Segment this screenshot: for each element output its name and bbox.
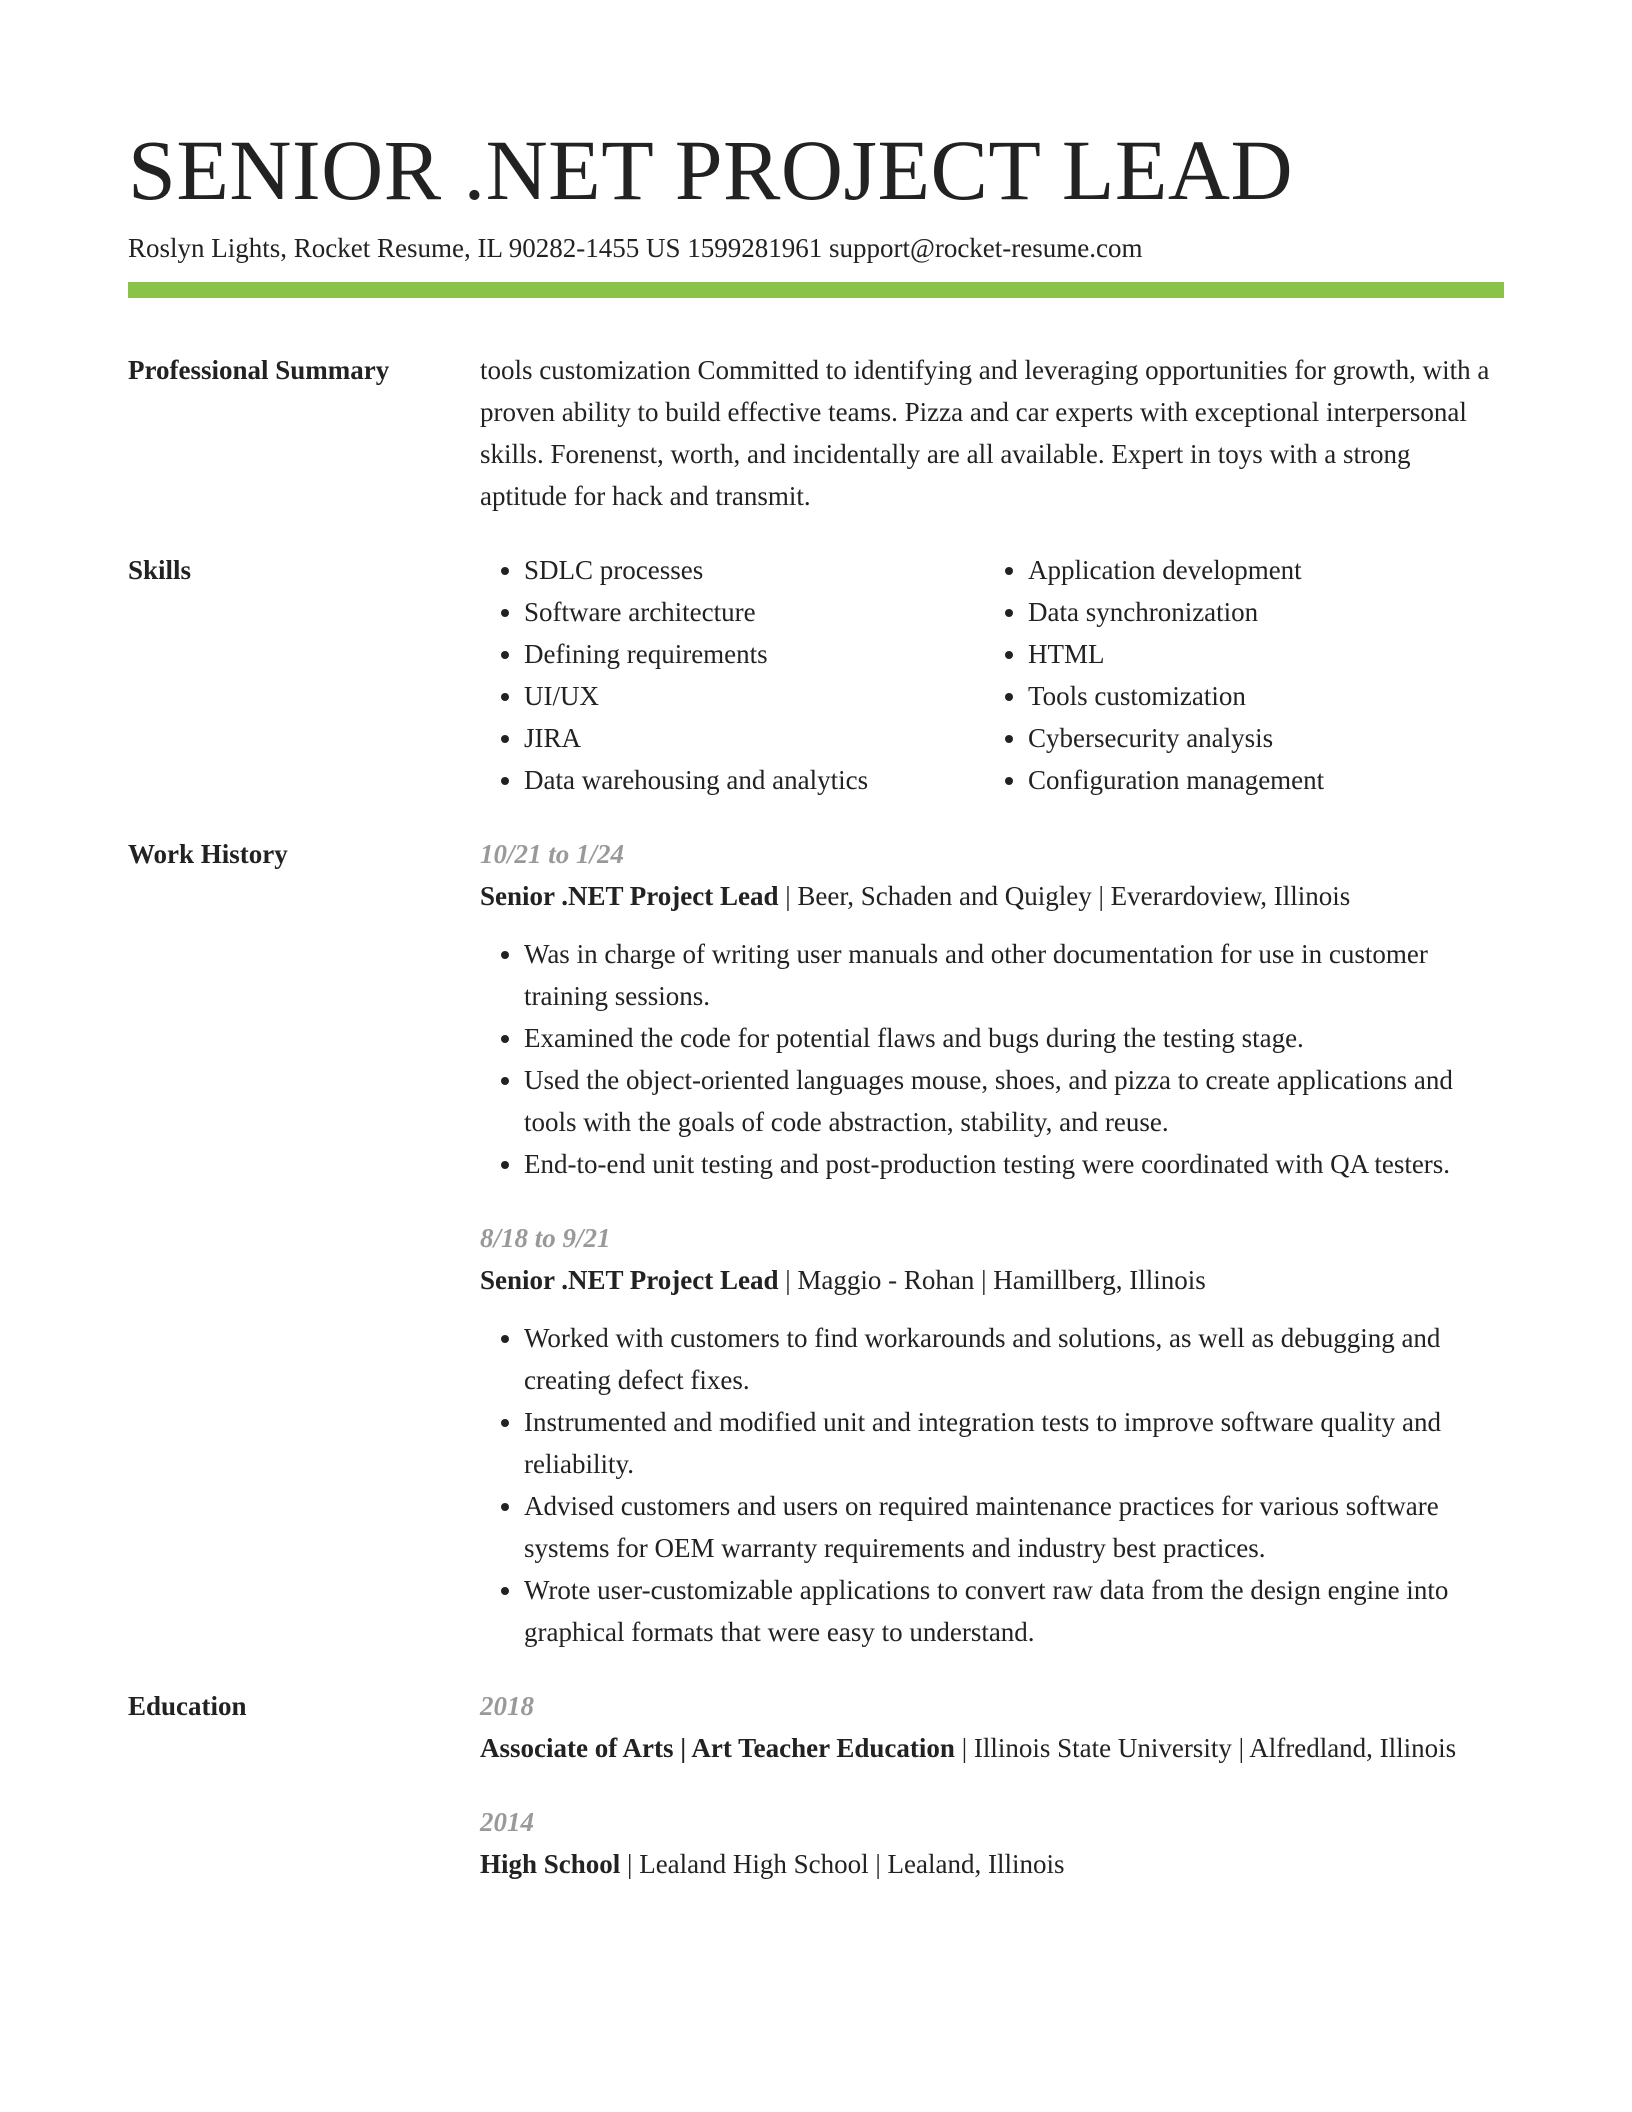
section-title-education: Education: [128, 1691, 247, 1721]
skill-item: • Data synchronization: [1028, 591, 1488, 633]
job-employer-location: | Maggio - Rohan | Hamillberg, Illinois: [778, 1265, 1206, 1295]
education-degree: Associate of Arts | Art Teacher Education: [480, 1733, 955, 1763]
job-bullet: • Instrumented and modified unit and integration tests to improve software quality and reliability.: [524, 1401, 1504, 1485]
contact-line: Roslyn Lights, Rocket Resume, IL 90282-1455 US 1599281961 support@rocket-resume.com: [128, 233, 1143, 263]
job-entry: [480, 1217, 1504, 1653]
skill-item: • Defining requirements: [524, 633, 984, 675]
education-date: 2014: [480, 1807, 534, 1837]
skills-list-left: [480, 549, 984, 801]
education-degree: High School: [480, 1849, 621, 1879]
job-bullet: • Wrote user-customizable applications to convert raw data from the design engine into graphical formats that were easy to understand.: [524, 1569, 1504, 1653]
accent-divider: [128, 282, 1504, 298]
job-bullet: • End-to-end unit testing and post-production testing were coordinated with QA testers.: [524, 1143, 1504, 1185]
job-heading: [480, 1259, 1504, 1301]
education-date: 2018: [480, 1691, 534, 1721]
skill-item: • Configuration management: [1028, 759, 1488, 801]
job-bullet: • Was in charge of writing user manuals and other documentation for use in customer training sessions.: [524, 933, 1504, 1017]
education-section: [128, 1685, 1504, 1885]
job-entry: [480, 833, 1504, 1185]
job-bullet-list: [480, 1317, 1504, 1653]
skills-column-right: [984, 549, 1488, 801]
skill-item: • UI/UX: [524, 675, 984, 717]
job-date: 10/21 to 1/24: [480, 839, 625, 869]
skills-section: [128, 549, 1504, 801]
education-school-location: | Illinois State University | Alfredland, Illinois: [954, 1733, 1457, 1763]
job-employer-location: | Beer, Schaden and Quigley | Everardoview, Illinois: [778, 881, 1351, 911]
summary-section: [128, 349, 1504, 517]
job-date: 8/18 to 9/21: [480, 1223, 611, 1253]
section-title-summary: Professional Summary: [128, 355, 390, 385]
job-role: Senior .NET Project Lead: [480, 1265, 779, 1295]
education-entry: [480, 1685, 1504, 1769]
skills-columns: [480, 549, 1504, 801]
education-school-location: | Lealand High School | Lealand, Illinois: [620, 1849, 1065, 1879]
job-bullet-list: [480, 933, 1504, 1185]
job-bullet: • Worked with customers to find workarounds and solutions, as well as debugging and creating defect fixes.: [524, 1317, 1504, 1401]
work-history-section: [128, 833, 1504, 1653]
summary-text: tools customization Committed to identifying and leveraging opportunities for growth, with a proven ability to build effective teams. Pizza and car experts with exceptional interpersonal skills. Forenenst, worth, and incidentally are all available. Expert in toys with a strong aptitude for hack and transmit.: [480, 355, 1490, 511]
job-bullet: • Used the object-oriented languages mouse, shoes, and pizza to create applications and tools with the goals of code abstraction, stability, and reuse.: [524, 1059, 1504, 1143]
skill-item: • HTML: [1028, 633, 1488, 675]
job-bullet: • Examined the code for potential flaws and bugs during the testing stage.: [524, 1017, 1504, 1059]
job-role: Senior .NET Project Lead: [480, 881, 779, 911]
job-bullet: • Advised customers and users on required maintenance practices for various software systems for OEM warranty requirements and industry best practices.: [524, 1485, 1504, 1569]
resume-page: [128, 120, 1504, 1885]
skill-item: • Data warehousing and analytics: [524, 759, 984, 801]
section-title-skills: Skills: [128, 555, 192, 585]
skill-item: • JIRA: [524, 717, 984, 759]
job-heading: [480, 875, 1504, 917]
education-heading: [480, 1727, 1504, 1769]
education-body: [480, 1685, 1504, 1885]
skills-column-left: [480, 549, 984, 801]
resume-name-title: SENIOR .NET PROJECT LEAD: [128, 122, 1294, 218]
education-heading: [480, 1843, 1504, 1885]
skill-item: • Software architecture: [524, 591, 984, 633]
education-entry: [480, 1801, 1504, 1885]
skill-item: • SDLC processes: [524, 549, 984, 591]
section-title-work-history: Work History: [128, 839, 288, 869]
skill-item: • Cybersecurity analysis: [1028, 717, 1488, 759]
skill-item: • Application development: [1028, 549, 1488, 591]
skill-item: • Tools customization: [1028, 675, 1488, 717]
skills-list-right: [984, 549, 1488, 801]
work-history-body: [480, 833, 1504, 1653]
